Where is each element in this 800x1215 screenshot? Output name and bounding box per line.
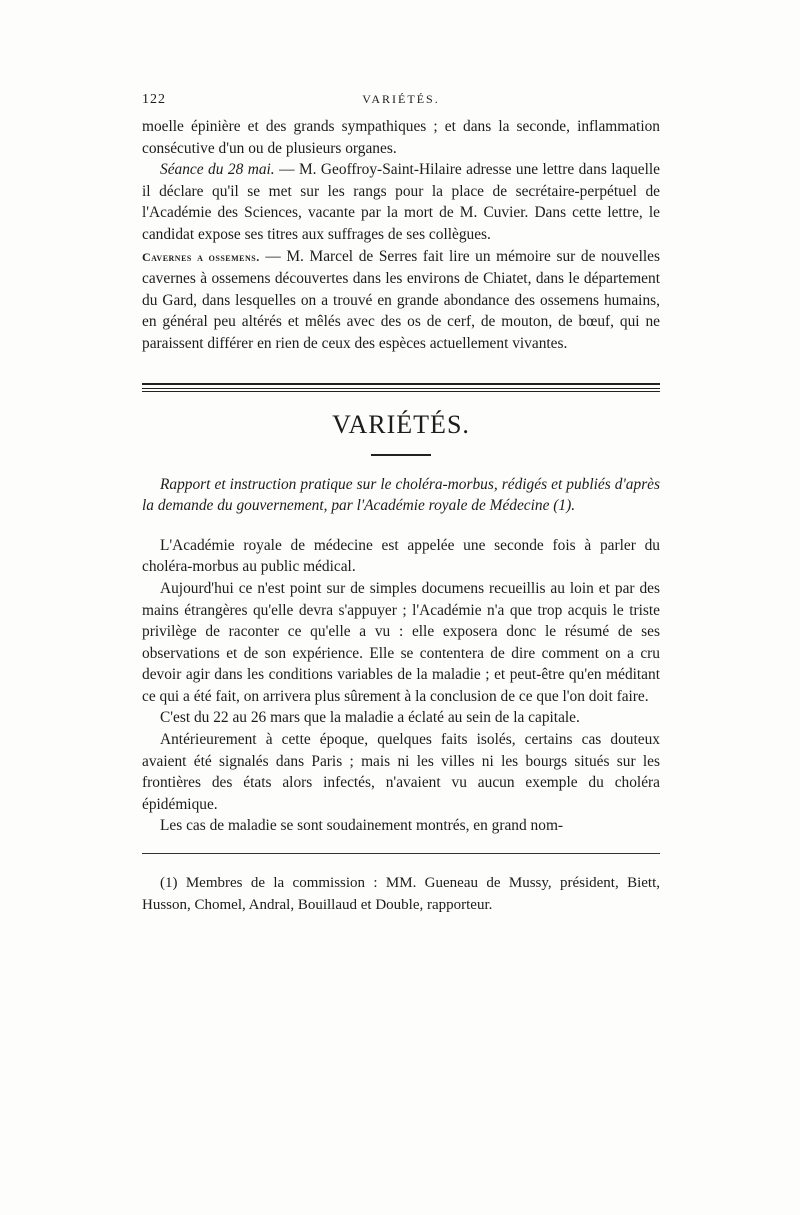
body-paragraph: Les cas de maladie se sont soudainement montrés, en grand nom- xyxy=(160,817,564,835)
body-paragraph: L'Académie royale de médecine est appelée une seconde fois à parler du choléra-morbus au public médical. xyxy=(142,536,660,576)
body-paragraph: Antérieurement à cette époque, quelques faits isolés, certains cas douteux avaient été signalés dans Paris ; mais ni les villes ni les bourgs situés sur les frontières des états alors infectés, n'avaient vu aucun exemple du choléra épidémique. xyxy=(142,731,660,813)
title-rule xyxy=(371,454,431,456)
footnote-rule xyxy=(142,853,660,854)
page-number: 122 xyxy=(142,92,166,107)
body-paragraph: Aujourd'hui ce n'est point sur de simples documens recueillis au loin et par des mains étrangères qu'elle devra s'appuyer ; l'Académie n'a que trop acquis le triste privilège de raconter ce qu'elle a vu : elle exposera donc le résumé de ses observations et de son expérience. Elle se contentera de dire comment on a cru devoir agir dans les conditions variables de la maladie ; et peut-être qu'en méditant ce qui a été fait, on arrivera plus sûrement à la conclusion de ce que l'on doit faire. xyxy=(142,579,660,705)
cavernes-paragraph xyxy=(142,246,660,355)
seance-text: — M. Geoffroy-Saint-Hilaire adresse une lettre dans laquelle il déclare qu'il se met sur les rangs pour la place de secrétaire-perpétuel de l'Académie des Sciences, vacante par la mort de M. Cuvier. Dans cette lettre, le candidat expose ses titres aux suffrages de ses collègues. xyxy=(142,161,660,243)
continuation-paragraph: moelle épinière et des grands sympathiques ; et dans la seconde, inflammation consécutive d'un ou de plusieurs organes. xyxy=(142,118,660,157)
section-divider-lower xyxy=(142,391,660,392)
body-paragraph: C'est du 22 au 26 mars que la maladie a éclaté au sein de la capitale. xyxy=(160,709,580,727)
seance-paragraph xyxy=(142,159,660,245)
footnote: (1) Membres de la commission : MM. Gueneau de Mussy, président, Biett, Husson, Chomel, Andral, Bouillaud et Double, rapporteur. xyxy=(142,875,660,914)
section-divider xyxy=(142,383,660,389)
section-title: VARIÉTÉS. xyxy=(332,409,470,439)
cavernes-heading: Cavernes a ossemens. xyxy=(142,249,260,264)
page-header xyxy=(142,92,660,116)
page xyxy=(142,92,660,916)
seance-date: Séance du 28 mai. xyxy=(160,161,275,179)
report-title: Rapport et instruction pratique sur le choléra-morbus, rédigés et publiés d'après la demande du gouvernement, par l'Académie royale de Médecine (1). xyxy=(142,475,660,515)
cavernes-text: — M. Marcel de Serres fait lire un mémoire sur de nouvelles cavernes à ossemens découvertes dans les environs de Chiatet, dans le département du Gard, dans lesquelles on a trouvé en grande abondance des ossemens humains, en général peu altérés et mêlés avec des os de cerf, de mouton, de bœuf, qui ne paraissent différer en rien de ceux des espèces actuellement vivantes. xyxy=(142,247,661,352)
running-title: VARIÉTÉS. xyxy=(362,92,440,106)
